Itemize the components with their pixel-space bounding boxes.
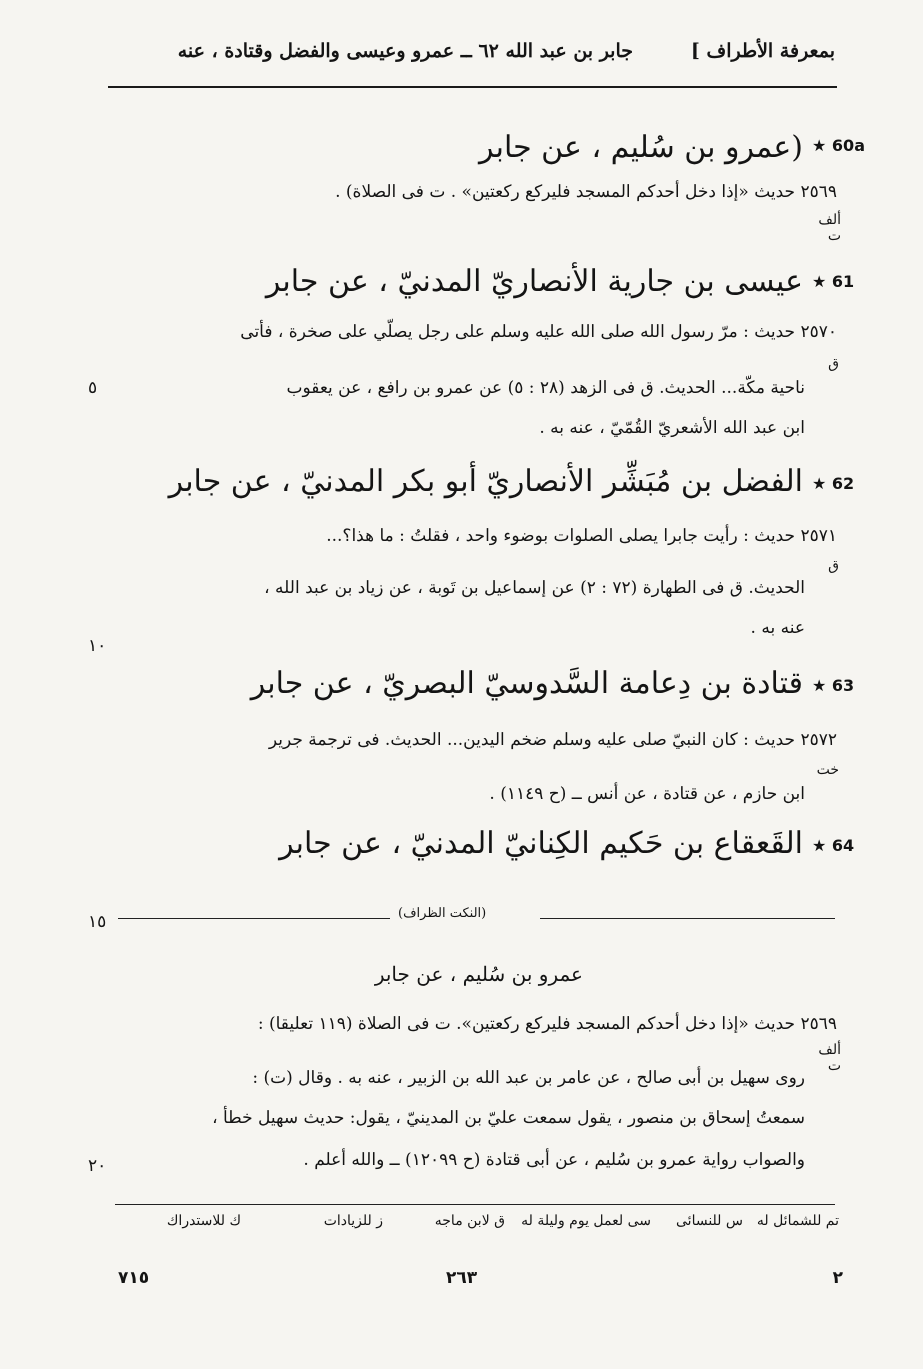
nukat-line: ٢٥٦٩ حديث «إذا دخل أحدكم المسجد فليركع ركعتين». ت فى الصلاة (١١٩ تعليقا) : bbox=[257, 1014, 837, 1034]
header-left: جابر بن عبد الله ٦٢ ــ عمرو وعيسى والفضل وقتادة ، عنه bbox=[177, 40, 633, 62]
nukat-line: سمعتُ إسحاق بن منصور ، يقول سمعت عليّ بن المدينيّ ، يقول: حديث سهيل خطأ ، bbox=[212, 1108, 805, 1128]
hadith-line: ابن حازم ، عن قتادة ، عن أنس ــ (ح ١١٤٩) . bbox=[489, 784, 805, 804]
nukat-line: روى سهيل بن أبى صالح ، عن عامر بن عبد الله بن الزبير ، عنه به . وقال (ت) : bbox=[252, 1068, 805, 1088]
legend-item: سى لعمل يوم وليلة له bbox=[521, 1213, 651, 1229]
hadith-line: الحديث. ق فى الطهارة (٧٢ : ٢) عن إسماعيل بن تَوبة ، عن زياد بن عبد الله ، bbox=[264, 578, 805, 598]
header-right: بمعرفة الأطراف ] bbox=[690, 40, 835, 62]
legend-item: تم للشمائل له bbox=[756, 1213, 839, 1229]
page-footer-right: ٢ bbox=[832, 1268, 843, 1288]
legend-item: ك للاستدراك bbox=[166, 1213, 241, 1229]
star-icon: ★ bbox=[812, 676, 827, 695]
star-icon: ★ bbox=[812, 272, 827, 291]
hadith-line: ٢٥٦٩ حديث «إذا دخل أحدكم المسجد فليركع ركعتين» . ت فى الصلاة) . bbox=[335, 182, 837, 202]
legend-item: ز للزيادات bbox=[323, 1213, 383, 1229]
divider-label: (النكت الظراف) bbox=[398, 906, 487, 921]
star-icon: ★ bbox=[812, 136, 827, 155]
margin-siglum: ق bbox=[828, 558, 839, 574]
nukat-line: والصواب رواية عمرو بن سُليم ، عن أبى قتادة (ح ١٢٠٩٩) ــ والله أعلم . bbox=[303, 1150, 805, 1170]
margin-siglum: خت bbox=[816, 762, 839, 778]
entry-number: 64 bbox=[831, 836, 855, 855]
line-number: ٥ bbox=[88, 378, 98, 398]
star-icon: ★ bbox=[812, 474, 827, 493]
margin-siglum: ألف ت bbox=[818, 1042, 841, 1074]
entry-title: قتادة بن دِعامة السَّدوسيّ البصريّ ، عن جابر bbox=[250, 666, 803, 701]
page-footer-left: ٧١٥ bbox=[118, 1268, 150, 1288]
entry-marker bbox=[812, 836, 854, 855]
entry-title: عيسى بن جارية الأنصاريّ المدنيّ ، عن جابر bbox=[265, 264, 803, 299]
entry-number: 63 bbox=[831, 676, 855, 695]
hadith-line: ٢٥٧٠ حديث : مرّ رسول الله صلى الله عليه وسلم على رجل يصلّي على صخرة ، فأتى bbox=[240, 322, 837, 342]
entry-marker bbox=[812, 676, 854, 695]
line-number: ١٥ bbox=[88, 912, 107, 932]
hadith-line: ناحية مكّة... الحديث. ق فى الزهد (٢٨ : ٥) عن عمرو بن رافع ، عن يعقوب bbox=[286, 378, 805, 398]
legend-item: س للنسائى bbox=[676, 1213, 743, 1229]
entry-title: القَعقاع بن حَكيم الكِنانيّ المدنيّ ، عن جابر bbox=[279, 826, 803, 861]
star-icon: ★ bbox=[812, 836, 827, 855]
hadith-line: ٢٥٧١ حديث : رأيت جابرا يصلى الصلوات بوضوء واحد ، فقلتُ : ما هذا؟... bbox=[326, 526, 837, 546]
entry-title: (عمرو بن سُليم ، عن جابر bbox=[479, 130, 803, 165]
line-number: ٢٠ bbox=[88, 1156, 107, 1176]
entry-marker bbox=[812, 272, 854, 291]
margin-siglum: ق bbox=[828, 356, 839, 372]
entry-marker bbox=[812, 474, 854, 493]
entry-marker bbox=[812, 136, 865, 155]
legend-item: ق لابن ماجه bbox=[434, 1213, 505, 1229]
entry-title: الفضل بن مُبَشِّر الأنصاريّ أبو بكر المدنيّ ، عن جابر bbox=[168, 464, 803, 499]
divider-rule-left bbox=[118, 918, 390, 919]
hadith-line: عنه به . bbox=[750, 618, 805, 638]
margin-siglum: ألف ت bbox=[818, 212, 841, 244]
hadith-line: ٢٥٧٢ حديث : كان النبيّ صلى عليه وسلم ضخم اليدين... الحديث. فى ترجمة جرير bbox=[268, 730, 837, 750]
hadith-line: ابن عبد الله الأشعريّ القُمّيّ ، عنه به . bbox=[539, 418, 805, 438]
entry-number: 61 bbox=[831, 272, 855, 291]
page-number: ٢٦٣ bbox=[446, 1268, 478, 1288]
divider-rule-right bbox=[540, 918, 835, 919]
footer-rule bbox=[115, 1204, 835, 1205]
entry-number: 60a bbox=[831, 136, 865, 155]
line-number: ١٠ bbox=[88, 636, 107, 656]
header-rule bbox=[108, 86, 837, 88]
nukat-heading: عمرو بن سُليم ، عن جابر bbox=[374, 962, 583, 986]
entry-number: 62 bbox=[831, 474, 855, 493]
